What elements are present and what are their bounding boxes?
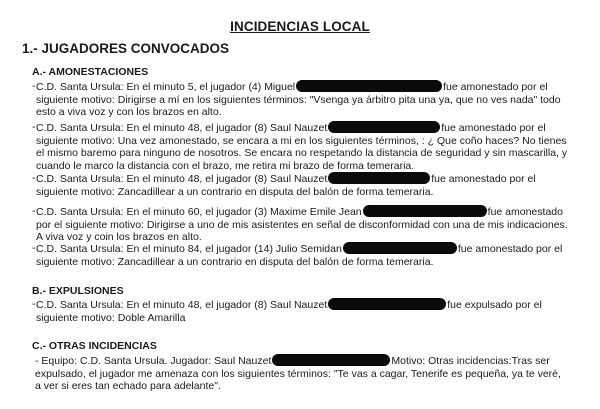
bullet-mark: -	[32, 121, 36, 133]
expulsiones-heading: B.- EXPULSIONES	[32, 285, 124, 297]
bullet-mark: -	[32, 205, 36, 217]
redacted-name	[343, 242, 457, 254]
entry-line	[36, 205, 584, 219]
entry-line: por el siguiente motivo: Dirigirse a uno de mis asistentes en señal de disconformidad con una de mis indicaciones.	[36, 218, 568, 231]
entry-text: Motivo: Otras incidencias:Tras ser	[391, 355, 550, 367]
entry-line: el mismo baremo para ninguno de nosotros. Se encara no respetando la distancia de seguridad y sin mascarilla, y	[36, 147, 568, 159]
entry-line	[36, 80, 584, 94]
entry-text: - Equipo: C.D. Santa Ursula. Jugador: Saul Nauzet	[35, 355, 272, 367]
amonestacion-entry	[32, 205, 584, 244]
amonestacion-entry	[32, 242, 584, 268]
bullet-mark: -	[32, 298, 36, 310]
redacted-name	[328, 298, 446, 310]
amonestacion-entry	[32, 80, 584, 119]
amonestacion-entry	[32, 172, 584, 198]
entry-text: fue amonestado	[487, 206, 563, 218]
bullet-mark: -	[32, 242, 36, 254]
entry-text: C.D. Santa Ursula: En el minuto 48, el jugador (8) Saul Nauzet	[36, 122, 328, 134]
bullet-mark: -	[32, 172, 36, 184]
amonestaciones-heading: A.- AMONESTACIONES	[32, 66, 149, 78]
entry-line	[35, 354, 583, 368]
entry-line: A viva voz y coin los brazos en alto.	[36, 231, 202, 243]
redacted-name	[296, 80, 442, 92]
entry-line	[36, 172, 584, 186]
entry-line: siguiente motivo: Una vez amonestado, se encara a mi en los siguientes términos, : ¿ Que coño haces? No tienes	[36, 134, 567, 147]
entry-text: fue amonestado por el	[457, 243, 563, 255]
otras-incidencias-entry	[35, 354, 583, 393]
entry-line: siguiente motivo: Zancadillear a un contrario en disputa del balón de forma temeraria.	[36, 185, 434, 198]
amonestacion-entry	[32, 121, 584, 172]
entry-text: fue amonestado por el	[443, 81, 548, 93]
entry-line	[36, 121, 584, 135]
document-title: INCIDENCIAS LOCAL	[230, 19, 370, 34]
entry-text: fue amonestado por el	[431, 173, 536, 185]
entry-text: C.D. Santa Ursula: En el minuto 60, el jugador (3) Maxime Emile Jean	[36, 206, 362, 218]
entry-line: siguiente motivo: Doble Amarilla	[36, 311, 186, 324]
entry-line: expulsado, el jugador me amenaza con los siguientes términos: "Te vas a cagar, Tenerife es pequeña, ya te veré,	[35, 367, 561, 380]
entry-line: siguiente motivo: Zancadillear a un contrario en disputa del balón de forma temeraria.	[36, 255, 434, 268]
expulsion-entry	[32, 298, 584, 324]
entry-text: C.D. Santa Ursula: En el minuto 84, el jugador (14) Julio Semidan	[36, 243, 342, 255]
entry-line	[36, 242, 584, 256]
bullet-mark: -	[32, 80, 36, 92]
redacted-name	[272, 354, 390, 366]
entry-line	[36, 298, 584, 312]
entry-line: cuando le marco la distancia con el brazo, me retira mi brazo de forma temeraria.	[36, 159, 415, 172]
entry-text: fue amonestado por el	[441, 122, 546, 134]
otras-incidencias-heading: C.- OTRAS INCIDENCIAS	[32, 340, 157, 352]
entry-line: a ver si eres tan echado para adelante".	[35, 380, 221, 392]
entry-text: fue expulsado por el	[447, 299, 542, 311]
entry-text: C.D. Santa Ursula: En el minuto 48, el jugador (8) Saul Nauzet	[36, 173, 328, 185]
redacted-name	[328, 172, 430, 184]
entry-text: C.D. Santa Ursula: En el minuto 48, el jugador (8) Saul Nauzet	[36, 299, 328, 311]
redacted-name	[363, 205, 487, 217]
entry-line: esto a viva voz y con los brazos en alto.	[36, 106, 222, 118]
entry-line: siguiente motivo: Dirigirse a mí en los siguientes términos: "Vsenga ya árbitro pita una ya, que no ves nada" todo	[36, 93, 561, 106]
entry-text: C.D. Santa Ursula: En el minuto 5, el jugador (4) Miguel	[36, 81, 296, 93]
redacted-name	[328, 121, 440, 133]
section-title: 1.- JUGADORES CONVOCADOS	[22, 41, 230, 56]
